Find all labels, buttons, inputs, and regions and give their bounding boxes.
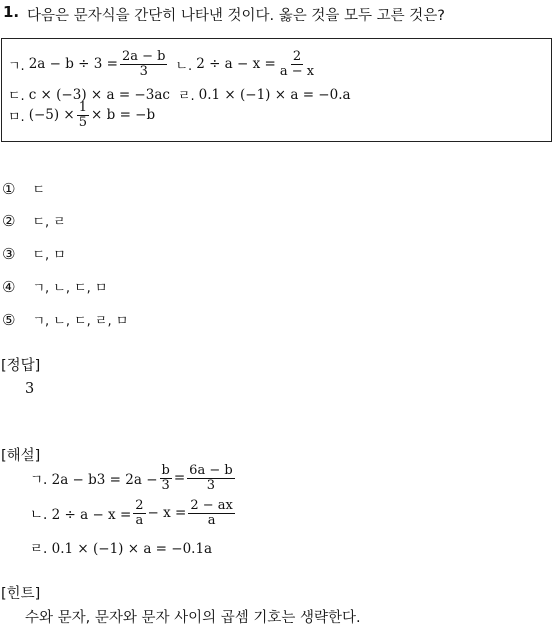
explanation-a-numerator-1: b: [161, 463, 170, 478]
explanation-a-denominator-1: 3: [161, 477, 170, 493]
explanation-a-pre: ㄱ. 2a − b3 = 2a −: [30, 472, 158, 489]
option-2-text: ㄷ, ㄹ: [32, 215, 66, 230]
statement-e-mark: ㅁ.: [8, 109, 25, 125]
explanation-c: ㄹ. 0.1 × (−1) × a = −0.1a: [30, 541, 213, 557]
statement-d-mark: ㄹ.: [177, 89, 195, 104]
statement-b-denominator: a − x: [279, 63, 315, 79]
statement-e: [8, 101, 155, 129]
explanation-b-denominator-1: a: [135, 512, 144, 528]
answer-label: [정답]: [1, 358, 41, 374]
statement-e-pre: (−5) ×: [28, 107, 75, 124]
statement-b-mark: ㄴ.: [175, 58, 193, 74]
explanation-a-denominator-2: 3: [206, 477, 216, 493]
statement-b-lhs: 2 ÷ a − x =: [196, 56, 276, 73]
option-3-text: ㄷ, ㅁ: [32, 248, 66, 263]
option-3-mark: ③: [2, 245, 16, 263]
statement-d-text: 0.1 × (−1) × a = −0.a: [198, 86, 351, 103]
hint-label: [힌트]: [1, 586, 41, 602]
question-text: 다음은 문자식을 간단히 나타낸 것이다. 옳은 것을 모두 고른 것은?: [27, 8, 445, 24]
statement-a-mark: ㄱ.: [8, 58, 25, 74]
explanation-a-fraction-1: [160, 464, 172, 492]
explanation-b-pre: ㄴ. 2 ÷ a − x =: [30, 507, 132, 524]
statement-a-lhs: 2a − b ÷ 3 =: [28, 56, 118, 73]
statement-e-fraction: [77, 101, 89, 129]
option-1[interactable]: [2, 179, 45, 198]
statement-e-numerator: 1: [78, 100, 88, 115]
option-5-mark: ⑤: [2, 311, 16, 329]
explanation-a-fraction-2: [187, 464, 235, 492]
statement-c-text: c × (−3) × a = −3ac: [28, 86, 170, 103]
option-5-text: ㄱ, ㄴ, ㄷ, ㄹ, ㅁ: [32, 314, 129, 329]
statement-e-post: × b = −b: [91, 107, 156, 124]
explanation-b: [30, 499, 237, 527]
explanation-a-numerator-2: 6a − b: [189, 463, 233, 478]
option-1-mark: ①: [2, 180, 16, 198]
option-4-text: ㄱ, ㄴ, ㄷ, ㅁ: [32, 281, 108, 296]
option-2[interactable]: [2, 211, 66, 230]
option-5[interactable]: [2, 310, 128, 329]
option-2-mark: ②: [2, 212, 16, 230]
question-number: 1.: [3, 3, 20, 21]
statement-a-denominator: 3: [139, 63, 148, 79]
explanation-b-fraction-2: [188, 499, 235, 527]
option-3[interactable]: [2, 244, 66, 263]
option-1-text: ㄷ: [32, 183, 46, 198]
answer-value: 3: [25, 381, 35, 397]
hint-text: 수와 문자, 문자와 문자 사이의 곱셈 기호는 생략한다.: [25, 610, 361, 626]
explanation-a: [30, 464, 237, 492]
statement-a: [8, 50, 318, 78]
statement-c-mark: ㄷ.: [8, 89, 25, 104]
explanation-b-numerator-1: 2: [135, 498, 144, 513]
option-4[interactable]: [2, 277, 107, 296]
explanation-label: [해설]: [1, 448, 41, 464]
explanation-a-mid: =: [173, 470, 186, 487]
statement-a-numerator: 2a − b: [121, 49, 166, 64]
statement-b-fraction: [278, 50, 316, 78]
explanation-b-fraction-1: [133, 499, 145, 527]
statement-e-denominator: 5: [78, 114, 88, 130]
statement-b-numerator: 2: [292, 49, 302, 64]
explanation-b-numerator-2: 2 − ax: [190, 498, 233, 513]
explanation-b-denominator-2: a: [207, 512, 216, 528]
explanation-b-mid: − x =: [147, 505, 187, 522]
statement-a-fraction: [120, 50, 168, 78]
option-4-mark: ④: [2, 278, 16, 296]
